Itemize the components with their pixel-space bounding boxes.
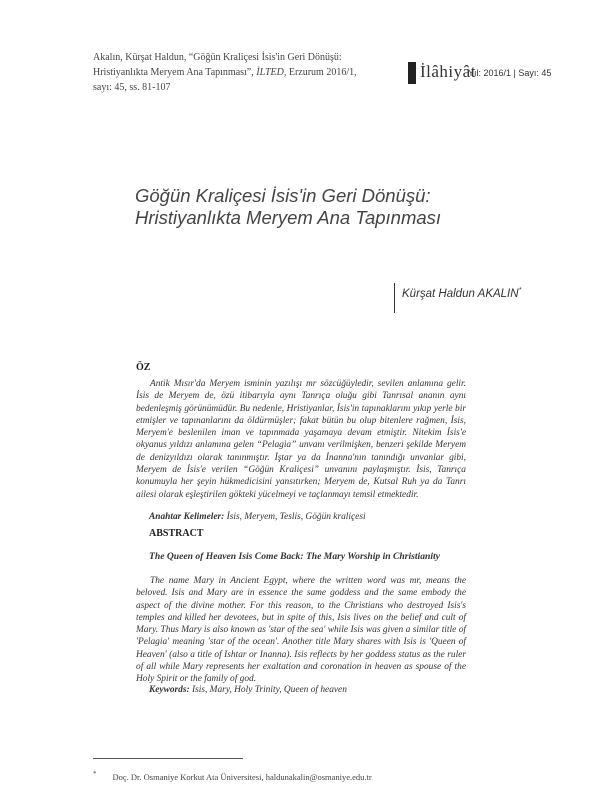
journal-abbrev: İLTED [256, 67, 284, 78]
paper-title-line-1: Göğün Kraliçesi İsis'in Geri Dönüşü: [135, 185, 431, 206]
abstract-text: The name Mary in Ancient Egypt, where the written word was mr, means the beloved. Isis and Mary are in essence the same goddess and the same embody the aspect of the divine mother. For this reason, to the Christians who destroyed Isis's temples and killed her devotees, but in spite of this, Isis lives on the belief and cult of Mary. Thus Mary is also known as 'star of the sea' while Isis was given a similar title of 'Pelagia' meaning 'star of the ocean'. Another title Mary shares with Isis is 'Queen of Heaven' (also a title of Ishtar or Inanna). Isis reflects by her goddess status as the ruler of all while Mary represents her exaltation and coronation in heaven as spouse of the Holy Spirit or the family of god. [136, 576, 466, 685]
author-footnote-mark: * [518, 287, 522, 294]
oz-heading: ÖZ [136, 362, 151, 373]
journal-logo: İlâhiyât [420, 62, 476, 81]
citation-block [93, 50, 393, 95]
oz-text: Antik Mısır'da Meryem isminin yazılışı mr sözcüğüyledir, sevilen anlamına gelir. İsis de Meryem de, özü itibarıyla aynı Tanrıça oluğu gibi Tanrısal ananın aynı bedenleşmiş görünümüdür. Bu nedenle, Hristiyanlar, İsis'in tapınaklarını yıkıp yerle bir etmişler ve tapınanlarını da öldürmüşler; fakat bütün bu olup bitenlere rağmen, İsis, Meryem'e beslenilen iman ve tapınmada yaşamaya devam etmiştir. Nitekim İsis'e okyanus yıldızı anlamına gelen “Pelagia” unvanı verilmişken, benzeri şekilde Meryem de denizyıldızı olarak tanınmıştır. İştar ya da İnanna'nın tanındığı unvanlar gibi, Meryem de İsis'e verilen “Göğün Kraliçesi” unvanını paylaşmıştır. İsis, Tanrıça konumuyla her şeyin hükmedicisini yansıtırken; Meryem de, Kutsal Ruh ya da Tanrı ailesi olarak eşleştirilen gökteki yücelmeyi ve taçlanmayı temsil etmektedir. [136, 379, 466, 500]
turkish-keywords-list: İsis, Meryem, Teslis, Göğün kraliçesi [224, 512, 366, 522]
footnote-mark: * [93, 770, 97, 778]
english-keywords-label: Keywords: [149, 685, 190, 695]
author-name: Kürşat Haldun AKALIN [402, 287, 519, 300]
abstract-title: The Queen of Heaven Isis Come Back: The Mary Worship in Christianity [149, 551, 440, 562]
citation-line-1: Akalın, Kürşat Haldun, “Göğün Kraliçesi İsis'in Geri Dönüşü: [93, 52, 342, 63]
journal-header [408, 62, 568, 84]
english-keywords-list: Isis, Mary, Holy Trinity, Queen of heaven [189, 685, 347, 695]
footnote-text: Doç. Dr. Osmaniye Korkut Ata Üniversitesi, haldunakalin@osmaniye.edu.tr [112, 771, 372, 782]
paper-title [135, 185, 495, 229]
issue-info: Yıl: 2016/1 | Sayı: 45 [468, 68, 552, 78]
journal-logo-bar [408, 62, 416, 84]
footnote [93, 770, 372, 782]
turkish-keywords-label: Anahtar Kelimeler: [149, 512, 225, 522]
citation-line-2 [93, 65, 393, 80]
english-keywords [149, 685, 347, 695]
citation-line-3: sayı: 45, ss. 81-107 [93, 82, 171, 93]
turkish-keywords [149, 512, 366, 522]
abstract-heading: ABSTRACT [149, 528, 204, 539]
citation-line-2-tail: , Erzurum 2016/1, [283, 67, 357, 78]
paper-title-line-2: Hristiyanlıkta Meryem Ana Tapınması [135, 207, 442, 228]
author [402, 287, 521, 300]
footnote-divider [93, 758, 243, 759]
citation-line-2-text: Hristiyanlıkta Meryem Ana Tapınması”, [93, 67, 257, 78]
author-divider [394, 283, 395, 313]
